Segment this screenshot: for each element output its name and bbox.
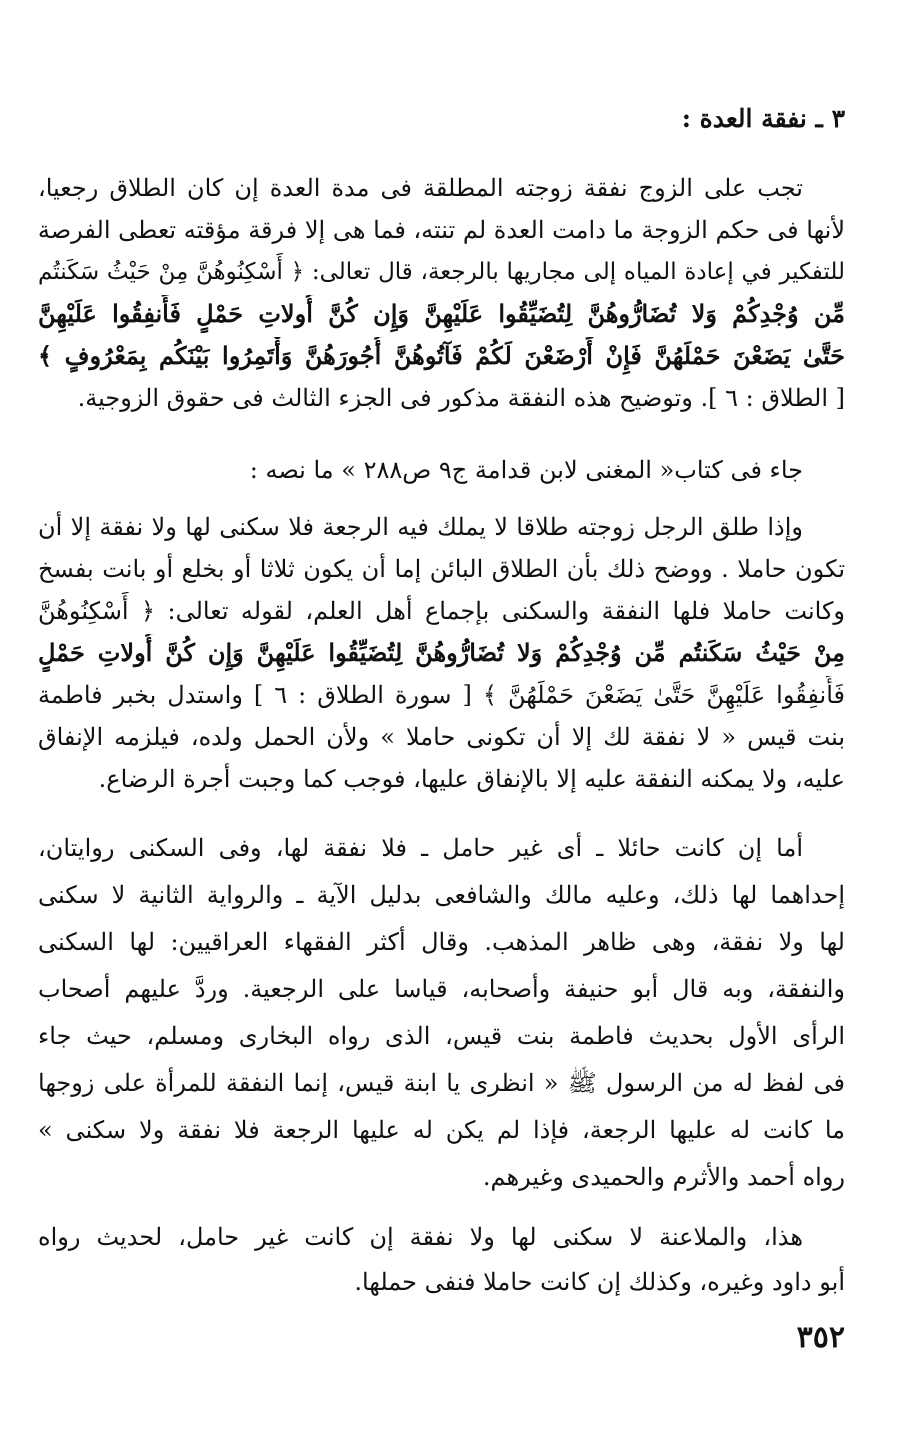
text-line: الرأى الأول بحديث فاطمة بنت قيس، الذى رواه البخارى ومسلم، حيث جاء — [38, 1022, 845, 1050]
text-line: لأنها فى حكم الزوجة ما دامت العدة لم تنته، فما هى إلا فرقة مؤقته تعطى الفرصة — [38, 216, 845, 244]
text-line: ما كانت له عليها الرجعة، فإذا لم يكن له عليها الرجعة فلا نفقة ولا سكنى » — [38, 1116, 845, 1144]
text-line: فَأَنفِقُوا عَلَيْهِنَّ حَتَّىٰ يَضَعْنَ حَمْلَهُنَّ ﴾ [ سورة الطلاق : ٦ ] واستدل بخبر فاطمة — [38, 681, 845, 709]
text-line: وإذا طلق الرجل زوجته طلاقا لا يملك فيه الرجعة فلا سكنى لها ولا نفقة إلا أن — [38, 513, 803, 541]
text-line: جاء فى كتاب« المغنى لابن قدامة ج٩ ص٢٨٨ » ما نصه : — [249, 456, 803, 484]
page-number: ٣٥٢ — [796, 1320, 845, 1355]
text-line: بنت قيس « لا نفقة لك إلا أن تكونى حاملا » ولأن الحمل ولده، فيلزمه الإنفاق — [38, 723, 845, 751]
text-line: للتفكير في إعادة المياه إلى مجاريها بالرجعة، قال تعالى: ﴿ أَسْكِنُوهُنَّ مِنْ حَيْثُ سَكَنتُم — [38, 259, 845, 285]
text-line: والنفقة، وبه قال أبو حنيفة وأصحابه، قياسا على الرجعية. وردَّ عليهم أصحاب — [38, 975, 845, 1003]
text-line: أبو داود وغيره، وكذلك إن كانت حاملا فنفى حملها. — [354, 1268, 845, 1296]
text-line: رواه أحمد والأثرم والحميدى وغيرهم. — [482, 1163, 845, 1191]
section-heading: ٣ ـ نفقة العدة : — [681, 104, 845, 133]
text-line: تكون حاملا . ووضح ذلك بأن الطلاق البائن إما أن يكون ثلاثا أو بخلع أو بانت بفسخ — [38, 555, 845, 583]
text-line: لها ولا نفقة، وهى ظاهر المذهب. وقال أكثر الفقهاء العراقيين: لها السكنى — [38, 928, 845, 956]
quran-line: حَتَّىٰ يَضَعْنَ حَمْلَهُنَّ فَإِنْ أَرْضَعْنَ لَكُمْ فَآتُوهُنَّ أُجُورَهُنَّ وَأْتَمِرُوا بَيْنَكُم بِمَعْرُوفٍ ﴾ — [38, 341, 845, 370]
text-line: إحداهما لها ذلك، وعليه مالك والشافعى بدليل الآية ـ والرواية الثانية لا سكنى — [38, 881, 845, 909]
text-line: وكانت حاملا فلها النفقة والسكنى بإجماع أهل العلم، لقوله تعالى: ﴿ أَسْكِنُوهُنَّ — [38, 597, 845, 625]
text-line: أما إن كانت حائلا ـ أى غير حامل ـ فلا نفقة لها، وفى السكنى روايتان، — [38, 834, 803, 862]
quran-line: مِّن وُجْدِكُمْ وَلا تُضَارُّوهُنَّ لِتُضَيِّقُوا عَلَيْهِنَّ وَإِن كُنَّ أُولاتِ حَمْلٍ فَأَنفِقُوا عَلَيْهِنَّ — [38, 299, 845, 328]
text-line: عليه، ولا يمكنه النفقة عليه إلا بالإنفاق عليها، فوجب كما وجبت أجرة الرضاع. — [98, 765, 845, 793]
text-line: تجب على الزوج نفقة زوجته المطلقة فى مدة العدة إن كان الطلاق رجعيا، — [38, 174, 803, 202]
text-line: [ الطلاق : ٦ ]. وتوضيح هذه النفقة مذكور فى الجزء الثالث فى حقوق الزوجية. — [77, 384, 845, 412]
text-line: هذا، والملاعنة لا سكنى لها ولا نفقة إن كانت غير حامل، لحديث رواه — [38, 1223, 803, 1251]
text-line: فى لفظ له من الرسول ﷺ « انظرى يا ابنة قيس، إنما النفقة للمرأة على زوجها — [38, 1069, 845, 1097]
quran-line: مِنْ حَيْثُ سَكَنتُم مِّن وُجْدِكُمْ وَلا تُضَارُّوهُنَّ لِتُضَيِّقُوا عَلَيْهِنَّ وَإِن كُنَّ أُولاتِ حَمْلٍ — [38, 638, 845, 667]
